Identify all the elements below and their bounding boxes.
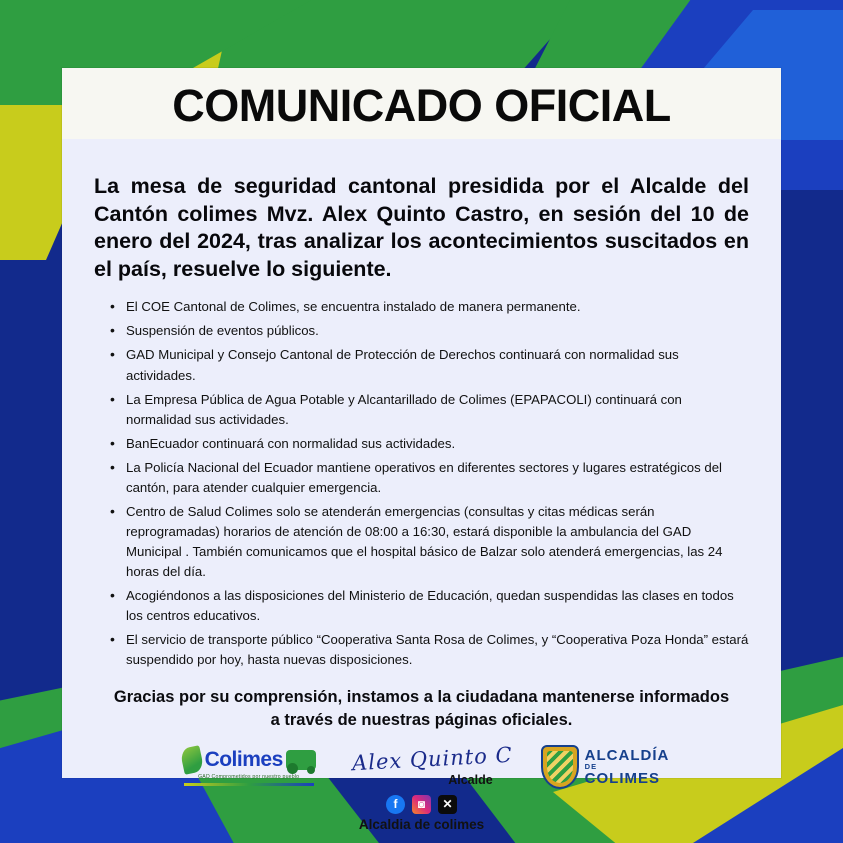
mayor-signature bbox=[350, 742, 515, 787]
list-item: • La Policía Nacional del Ecuador mantiene operativos en diferentes sectores y lugares estratégicos del cantón, para atender cualquier emergencia. bbox=[116, 458, 749, 498]
colimes-logo-text: Colimes bbox=[204, 748, 283, 772]
leaf-icon bbox=[179, 746, 204, 776]
list-item: • El COE Cantonal de Colimes, se encuentra instalado de manera permanente. bbox=[116, 297, 749, 317]
alcaldia-line-3: COLIMES bbox=[584, 769, 661, 787]
signature-role: Alcalde bbox=[448, 772, 493, 787]
colimes-logo-row bbox=[182, 747, 316, 773]
list-item: • GAD Municipal y Consejo Cantonal de Protección de Derechos continuará con normalidad sus actividades. bbox=[116, 345, 749, 385]
list-item: • La Empresa Pública de Agua Potable y Alcantarillado de Colimes (EPAPACOLI) continuará con normalidad sus actividades. bbox=[116, 390, 749, 430]
alcaldia-logo-text bbox=[585, 748, 670, 786]
resolution-list bbox=[94, 297, 749, 670]
title-separator bbox=[62, 139, 781, 157]
alcaldia-logo bbox=[541, 745, 670, 789]
social-handle: Alcaldia de colimes bbox=[358, 816, 485, 832]
tractor-icon bbox=[286, 750, 316, 770]
announcement-card bbox=[62, 68, 781, 832]
list-item: • Centro de Salud Colimes solo se atenderán emergencias (consultas y citas médicas serán reprogramadas) horarios de atención de 08:00 a 16:30, estará disponible la ambulancia del GAD Municipal . También comunicamos que el hospital básico de Balzar solo atenderá emergencias, las 24 horas del día. bbox=[116, 502, 749, 582]
colimes-logo bbox=[174, 747, 324, 786]
colimes-logo-tagline: GAD Comprometidos por nuestro pueblo bbox=[198, 774, 300, 781]
closing-line-2: a través de nuestras páginas oficiales. bbox=[270, 710, 573, 729]
instagram-icon[interactable]: ◙ bbox=[412, 795, 431, 814]
social-links bbox=[94, 795, 749, 814]
list-item: • El servicio de transporte público “Cooperativa Santa Rosa de Colimes, y “Cooperativa Poza Honda” estará suspendido por hoy, hasta nuevas disposiciones. bbox=[116, 630, 749, 670]
closing-line-1: Gracias por su comprensión, instamos a la ciudadana mantenerse informados bbox=[113, 688, 730, 707]
coat-of-arms-icon bbox=[541, 745, 579, 789]
facebook-icon[interactable]: f bbox=[386, 795, 405, 814]
lead-paragraph: La mesa de seguridad cantonal presidida por el Alcalde del Cantón colimes Mvz. Alex Quinto Castro, en sesión del 10 de enero del 2024, tras analizar los acontecimientos suscitados en el país, resuelve lo siguiente. bbox=[94, 174, 749, 281]
closing-message bbox=[94, 686, 749, 731]
footer-logos bbox=[94, 742, 749, 789]
list-item: • Acogiéndonos a las disposiciones del Ministerio de Educación, quedan suspendidas las clases en todos los centros educativos. bbox=[116, 586, 749, 626]
list-item: • BanEcuador continuará con normalidad sus actividades. bbox=[116, 434, 749, 454]
colimes-logo-underline bbox=[184, 783, 314, 786]
list-item: • Suspensión de eventos públicos. bbox=[116, 321, 749, 341]
alcaldia-line-1: ALCALDÍA bbox=[584, 746, 670, 764]
signature-name: Alex Quinto C bbox=[351, 742, 514, 776]
x-twitter-icon[interactable]: ✕ bbox=[438, 795, 457, 814]
announcement-body bbox=[62, 157, 781, 832]
alcaldia-line-2: DE bbox=[584, 762, 598, 772]
page-title: COMUNICADO OFICIAL bbox=[172, 80, 671, 131]
title-band bbox=[62, 68, 781, 139]
